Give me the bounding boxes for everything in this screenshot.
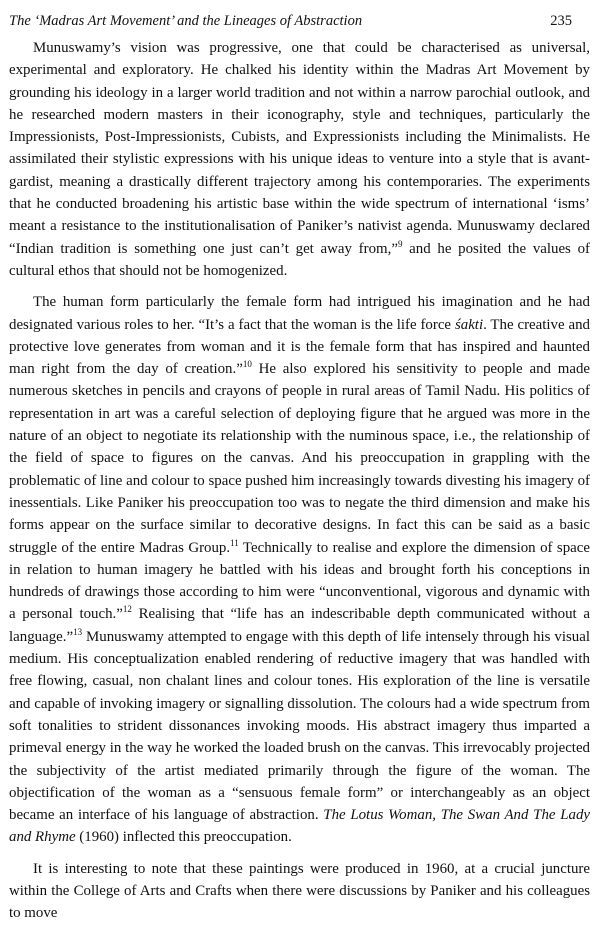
footnote-ref-12[interactable]: 12 <box>122 604 132 615</box>
p1-text-1: Munuswamy’s vision was progressive, one that could be characterised as universal, experimental and exploratory. He chalked his identity within the Madras Art Movement by grounding his ideology in a larger world tradition and not within a narrow parochial outlook, and he researched modern masters in their iconography, style and techniques, particularly the Impressionists, Post-Impressionists, Cubists, and Expressionists including the Minimalists. He assimilated their stylistic expressions with his unique ideas to venture into a style that is avant-gardist, meaning a drastically different trajectory among his contemporaries. The experiments that he conducted broadening his artistic base within the wide spectrum of international ‘isms’ meant a resistance to the institutionalisation of Paniker’s nativist agenda. Munuswamy declared “Indian tradition is something one just can’t get away from,” <box>9 40 590 257</box>
paragraph-2 <box>9 291 590 848</box>
p2-text-3: He also explored his sensitivity to people and made numerous sketches in pencils and crayons of people in rural areas of Tamil Nadu. His politics of representation in art was a careful selection of deploying figure that he argued was more in the nature of an object to negotiate its relationship with the numinous space, i.e., the relationship of the field of space to figures on the canvas. And his preoccupation in grappling with the problematic of line and colour to space pushed him increasingly towards divesting his imagery of inessentials. Like Paniker his preoccupation too was to negate the third dimension and make his forms appear on the surface similar to decorative designs. In fact this can be said as a basic struggle of the entire Madras Group. <box>9 361 590 556</box>
p2-text-2: . The creative and protective love generates from woman and it is the female form that has inspired and haunted man right from the day of creation.” <box>9 316 591 378</box>
p2-text-5: Realising that “life has an indescribable depth communicated without a language.” <box>9 606 591 645</box>
p2-text-1: The human form particularly the female form had intrigued his imagination and he had designated various roles to her. “It’s a fact that the woman is the life force <box>9 294 590 333</box>
footnote-ref-10[interactable]: 10 <box>242 359 252 370</box>
term-shakti: śakti <box>454 316 484 333</box>
p2-text-4: Technically to realise and explore the dimension of space in relation to human imagery he battled with his ideas and brought forth his conceptions in hundreds of drawings those according to him were “unconventional, vigorous and dynamic with a personal touch.” <box>9 539 590 623</box>
page-number: 235 <box>550 13 572 29</box>
p1-text-2: and he posited the values of cultural ethos that should not be homogenized. <box>9 240 590 279</box>
p2-text-6: Munuswamy attempted to engage with this depth of life intensely through his visual medium. His conceptualization enabled rendering of reductive imagery that was handled with free flowing, casual, non chalant lines and colour tones. His exploration of the line is versatile and capable of invoking imagery or signalling dissolution. The colours had a wide spectrum from soft tonalities to strident dissonances invoking moods. His abstract imagery thus imparted a primeval energy in the way he worked the loaded brush on the canvas. This irrevocably projected the subjectivity of the artist mediated primarily through the figure of the woman. The objectification of the woman as a “sensuous female form” or interchangeably as an object became an interface of his language of abstraction. <box>9 628 590 824</box>
p2-text-7: (1960) inflected this preoccupation. <box>75 829 292 846</box>
footnote-ref-11[interactable]: 11 <box>230 537 239 548</box>
footnote-ref-9[interactable]: 9 <box>397 238 403 249</box>
footnote-ref-13[interactable]: 13 <box>73 626 83 637</box>
artwork-titles: The Lotus Woman, The Swan And The Lady and Rhyme <box>9 807 590 846</box>
running-title: The ‘Madras Art Movement’ and the Lineages of Abstraction <box>9 13 363 29</box>
paragraph-3 <box>9 858 590 925</box>
running-head <box>9 12 590 30</box>
paragraph-1 <box>9 37 590 282</box>
p3-text-1: It is interesting to note that these paintings were produced in 1960, at a crucial juncture within the College of Arts and Crafts when there were discussions by Paniker and his colleagues to move <box>9 860 590 922</box>
